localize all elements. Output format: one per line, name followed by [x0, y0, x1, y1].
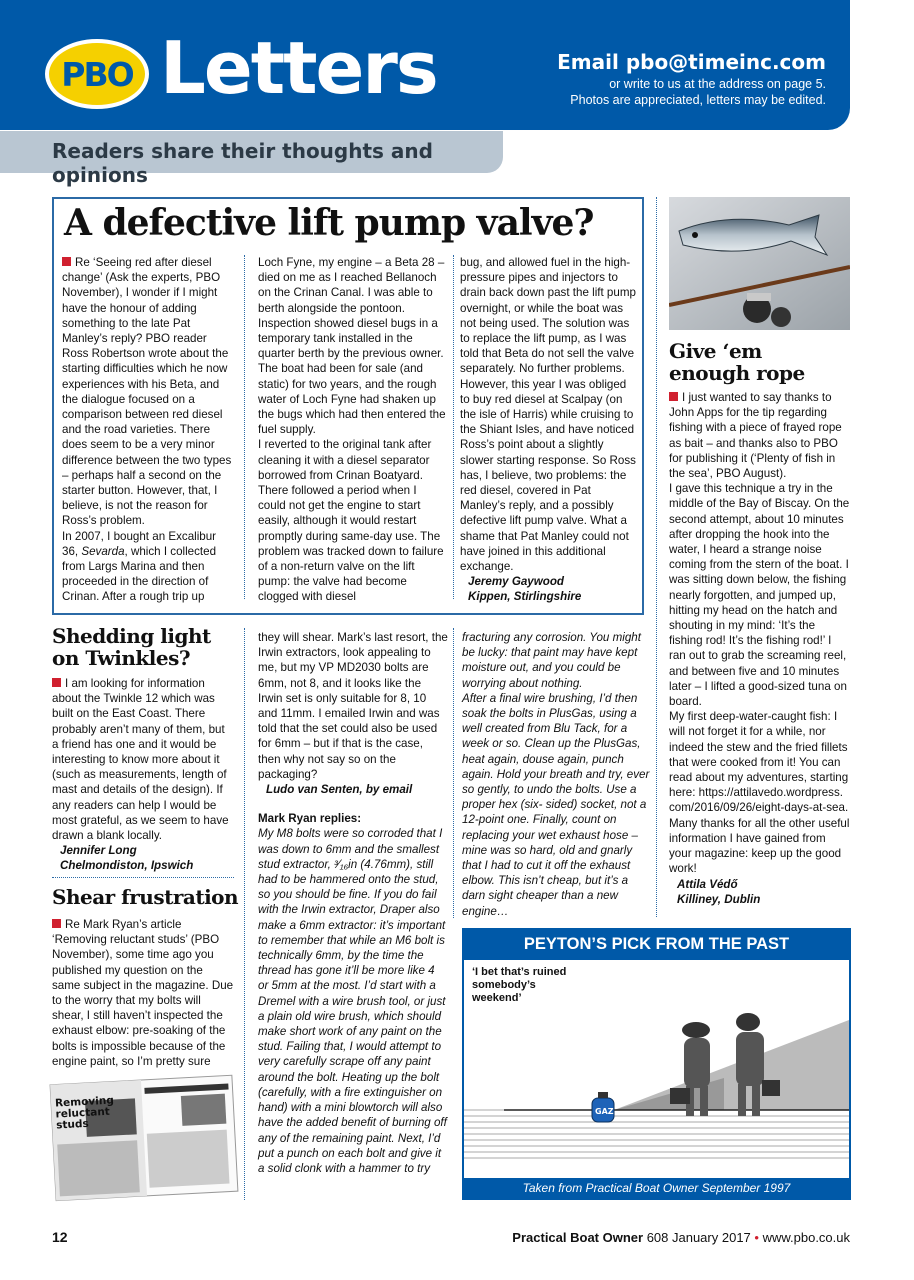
shear-signature: Ludo van Senten, by email [266, 783, 413, 797]
thumbnail-title-data [0, 0, 1, 1]
rope-headline-2: enough rope [669, 361, 805, 385]
column-divider [453, 255, 454, 599]
band-text: Readers share their thoughts and opinions [52, 139, 433, 187]
lead-headline: A defective lift pump valve? [64, 202, 594, 244]
divider [52, 877, 234, 878]
cartoon-credit: Taken from Practical Boat Owner September 1997 [464, 1178, 849, 1198]
gas-label: GAZ [595, 1107, 614, 1116]
twinkles-headline [52, 625, 211, 669]
shear-headline: Shear frustration [52, 885, 239, 909]
column-divider [453, 628, 454, 918]
lead-col-1c: , which I collected from Largs Marina and then proceeded in the direction of Crinan. After a rough trip up [62, 544, 217, 604]
rope-signature-place: Killiney, Dublin [677, 892, 761, 906]
bullet-icon [669, 392, 678, 401]
lead-signature-name: Jeremy Gaywood [468, 575, 565, 589]
issue-info: 608 January 2017 [643, 1230, 755, 1245]
rope-body: I just wanted to say thanks to John Apps for the tip regarding fishing with a piece of frayed rope as bait – and thanks also to PBO for publishing it (‘Plenty of fish in the sea’, PBO August). I gave this technique a try in the middle of the Bay of Biscay. On the second attempt, about 10 minutes after dropping the hook into the water, I heard a strange noise coming from the stern of the boat. I was sitting down below, the fishing nearly forgotten, and jumped up, hitting my head on the hatch and shouting in my mind: ‘It’s the fishing rod! It’s the fishing rod!’ I ran out to grab the screaming reel, and between five and 10 minutes later – I lifted a good-sized tuna on board. My first deep-water-caught fish: I will not forget it for a while, nor indeed the stew and the fried fillets that were cooked from it! You can read about my adventures, starting here: https://attilavedo.wordpress. com/2016/09/26/eight-days-at-sea. Many thanks for all the other useful information I have gained from your magazine: keep up the good work! [669, 391, 850, 876]
rope-headline-1: Give ‘em [669, 339, 762, 363]
lead-col-1 [62, 255, 234, 605]
reply-text-1: My M8 bolts were so corroded that I was down to 6mm and the smallest stud extractor, ³⁄₁₆in (4.76mm), still had to be hammered onto the stud, so you should be fine. If you do fail with the Irwin extractor, Draper also make a 6mm extractor: it’s important to remember that while an M6 bolt is technically 6mm, by the time the thread has gone it’ll be more like 4 or 5mm at the most. I’d start with a Dremel with a wire brush tool, or just a plain old wire brush, which should make short work of any paint on the stud. Failing that, I would attempt to very carefully scrape off any paint around the bolt. Heating up the bolt (carefully, with a fire extinguisher on hand) with a mini blowtorch will also have the added benefit of burning off any of the remaining paint. Next, I’d put a punch on each bolt and give it a solid clonk with a hammer to try [258, 827, 447, 1175]
shear-col-2 [258, 630, 448, 1176]
shear-body-2: they will shear. Mark’s last resort, the Irwin extractors, look appealing to me, but my VP MD2030 bolts are 6mm, not 8, and it looks like the Irwin set is only suitable for 8, 10 and 11mm. I emailed Irwin and was told that the set could also be used for 6mm – but if that is the case, then why not say so on the packaging? [258, 631, 448, 781]
lead-signature-place: Kippen, Stirlingshire [468, 590, 582, 604]
logo-text: PBO [61, 54, 133, 94]
column-divider [656, 197, 657, 917]
peyton-title: PEYTON’S PICK FROM THE PAST [462, 928, 851, 960]
boat-name: Sevarda [81, 544, 125, 558]
thumbnail-title: Removingreluctantstuds [54, 1094, 115, 1132]
bullet-icon [62, 257, 71, 266]
footer-credit [512, 1230, 850, 1245]
twinkles-headline-1: Shedding light [52, 624, 211, 648]
rope-signature-name: Attila Védő [677, 877, 738, 891]
page-title: Letters [160, 26, 437, 110]
bullet-icon [52, 919, 61, 928]
lead-col-2-text: Loch Fyne, my engine – a Beta 28 – died on me as I reached Bellanoch on the Crinan Canal. I was able to berth alongside the pontoon. Inspection showed diesel bugs in a temporary tank installed in the quarter berth by the previous owner. The boat had been for sale (and static) for two years, and the rough water of Loch Fyne had shaken up the bugs which had then entered the fuel supply. I reverted to the original tank after cleaning it with a diesel separator borrowed from Crinan Boatyard. There followed a period when I could not get the engine to start easily, although it would restart promptly during same-day use. The problem was tracked down to failure of a non-return valve on the lift pump: the valve had become clogged with diesel [258, 256, 446, 604]
address-note: or write to us at the address on page 5. [609, 77, 826, 91]
lead-col-1b: In 2007, I bought an Excalibur 36, [62, 529, 217, 558]
column-divider [244, 255, 245, 599]
shear-body: Re Mark Ryan’s article ‘Removing reluctant studs’ (PBO November), some time ago you published my question on the same subject in the magazine. Due to the worry that my bolts will shear, I still haven’t inspected the exhaust elbow: pre-soaking of the bolts is impossible because of the engine paint, so I’m pretty sure [52, 918, 234, 1068]
shear-letter [52, 917, 234, 1069]
twinkles-headline-2: on Twinkles? [52, 646, 191, 670]
rope-headline [669, 340, 805, 384]
lead-col-3-text: bug, and allowed fuel in the high-pressure pipes and injectors to drain back down past the lift pump overnight, or while the boat was not being used. The solution was to replace the lift pump, as I was told that Beta do not sell the valve separately. No further problems. However, this year I was obliged to buy red diesel at Scalpay (on the isle of Harris) while cruising to the Shiant Isles, and have noticed Ross’s point about a slightly slower starting response. So Ross has, I believe, two problems: the red diesel, covered in Pat Manley’s reply, and a possibly defective lift pump valve. What a shame that Pat Manley could not have joined in this additional exchange. [460, 256, 636, 574]
column-divider [244, 628, 245, 1200]
lead-col-1-text: Re ‘Seeing red after diesel change’ (Ask the experts, PBO November), I wonder if I might have the honour of adding something to the late Pat Manley’s reply? PBO reader Ross Robertson wrote about the starting difficulties which he now experiences with his Beta, and the dialogue focused on a comparison between red diesel and the road varieties. There does seem to be a very minor difference between the two types – perhaps half a second on the starter button. However, that, I believe, is not the reason for Ross’s problem. [62, 256, 232, 528]
twinkles-signature-name: Jennifer Long [60, 844, 137, 858]
footer-bullet: • [754, 1230, 759, 1245]
shear-col-3 [462, 630, 650, 919]
section-band [0, 131, 503, 187]
lead-col-3 [460, 255, 638, 605]
lead-col-2 [258, 255, 446, 605]
replies-heading: Mark Ryan replies: [258, 812, 362, 826]
website-link[interactable]: www.pbo.co.uk [758, 1230, 850, 1245]
cartoon-caption: ‘I bet that’s ruined somebody’s weekend’ [472, 966, 567, 1004]
bullet-icon [52, 678, 61, 687]
page-number: 12 [52, 1229, 68, 1245]
twinkles-body: I am looking for information about the Twinkle 12 which was built on the East Coast. There probably aren’t many of them, but a friend has one and it would be interesting to know more about it (such as measurements, length of mast and details of the design). If any readers can help I would be most grateful, as we seem to have drawn a blank locally. [52, 677, 229, 843]
twinkles-letter [52, 676, 234, 874]
photos-note: Photos are appreciated, letters may be edited. [570, 93, 826, 107]
twinkles-signature-place: Chelmondiston, Ipswich [60, 859, 194, 873]
contact-notes [570, 76, 826, 108]
tuna-photo [669, 197, 850, 330]
email-contact[interactable]: Email pbo@timeinc.com [557, 50, 826, 74]
pbo-logo [45, 39, 149, 109]
reply-text-2: fracturing any corrosion. You might be lucky: that paint may have kept moisture out, and you could be worrying about nothing. After a final wire brushing, I’d then soak the bolts in PlusGas, using a well created from Blu Tack, for a week or so. Clean up the PlusGas, heat again, douse again, punch again. Hold your breath and try, ever so gently, to undo the bolts. Use a proper hex (six- sided) socket, not a 12-point one. Finally, count on replacing your wet exhaust hose – mine was so hard, old and gnarly that I had to cut it off the exhaust elbow. This isn’t cheap, but it’s a darn sight cheaper than a new engine… [462, 631, 650, 918]
rope-letter [669, 390, 850, 907]
magazine-thumbnail [47, 1074, 239, 1202]
magazine-name: Practical Boat Owner [512, 1230, 644, 1245]
